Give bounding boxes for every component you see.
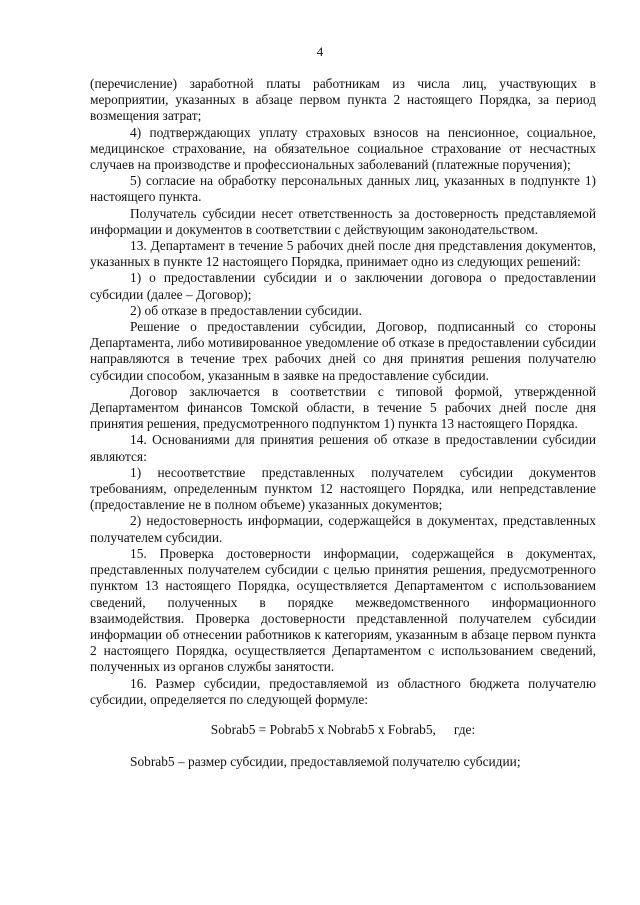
page-number: 4 — [316, 44, 324, 59]
paragraph-item-4: 4) подтверждающих уплату страховых взносов на пенсионное, социальное, медицинское страхование, на обязательное социальное страхование от несчастных случаев на производстве и профессиональных заболеваний (платежные поручения); — [90, 124, 596, 173]
paragraph-clause-14-item-2: 2) недостоверность информации, содержащейся в документах, представленных получателем субсидии. — [90, 513, 596, 545]
formula-expression: Sobrab5 = Pobrab5 x Nobrab5 x Fobrab5, — [210, 721, 436, 737]
document-body — [90, 76, 596, 770]
paragraph-clause-15: 15. Проверка достоверности информации, содержащейся в документах, представленных получателем субсидии с целью принятия решения, предусмотренного пунктом 13 настоящего Порядка, осуществляется Департаментом с использованием сведений, полученных в порядке межведомственного информационного взаимодействия. Проверка достоверности представленной получателем субсидии информации об отнесении работников к категориям, указанным в абзаце первом пункта 2 настоящего Порядка, осуществляется Департаментом с использованием сведений, полученных из органов службы занятости. — [90, 545, 596, 675]
paragraph-clause-14-item-1: 1) несоответствие представленных получателем субсидии документов требованиям, определенным пунктом 12 настоящего Порядка, или непредставление (предоставление не в полном объеме) указанных документов; — [90, 464, 596, 513]
subsidy-formula — [90, 722, 596, 738]
formula-where: где: — [453, 721, 476, 737]
paragraph-clause-13-item-2: 2) об отказе в предоставлении субсидии. — [130, 302, 362, 318]
paragraph-continuation: (перечисление) заработной платы работникам из числа лиц, участвующих в мероприятии, указанных в абзаце первом пункта 2 настоящего Порядка, за период возмещения затрат; — [90, 76, 596, 124]
paragraph-clause-13: 13. Департамент в течение 5 рабочих дней после дня представления документов, указанных в пункте 12 настоящего Порядка, принимает одно из следующих решений: — [90, 238, 596, 270]
paragraph-decision-notice: Решение о предоставлении субсидии, Договор, подписанный со стороны Департамента, либо мотивированное уведомление об отказе в предоставлении субсидии направляются в течение трех рабочих дней со дня принятия решения получателю субсидии способом, указанным в заявке на предоставление субсидии. — [90, 319, 596, 383]
paragraph-clause-16: 16. Размер субсидии, предоставляемой из областного бюджета получателю субсидии, определяется по следующей формуле: — [90, 675, 596, 707]
paragraph-clause-13-item-1: 1) о предоставлении субсидии и о заключении договора о предоставлении субсидии (далее – Договор); — [90, 270, 596, 302]
paragraph-contract: Договор заключается в соответствии с типовой формой, утвержденной Департаментом финансов Томской области, в течение 5 рабочих дней после дня принятия решения, предусмотренного подпунктом 1) пункта 13 настоящего Порядка. — [90, 383, 596, 432]
paragraph-definition: Sobrab5 – размер субсидии, предоставляемой получателю субсидии; — [130, 754, 521, 770]
paragraph-item-5: 5) согласие на обработку персональных данных лиц, указанных в подпункте 1) настоящего пункта. — [90, 173, 596, 205]
paragraph-clause-14: 14. Основаниями для принятия решения об отказе в предоставлении субсидии являются: — [90, 432, 596, 464]
paragraph-responsibility: Получатель субсидии несет ответственность за достоверность представляемой информации и документов в соответствии с действующим законодательством. — [90, 205, 596, 237]
